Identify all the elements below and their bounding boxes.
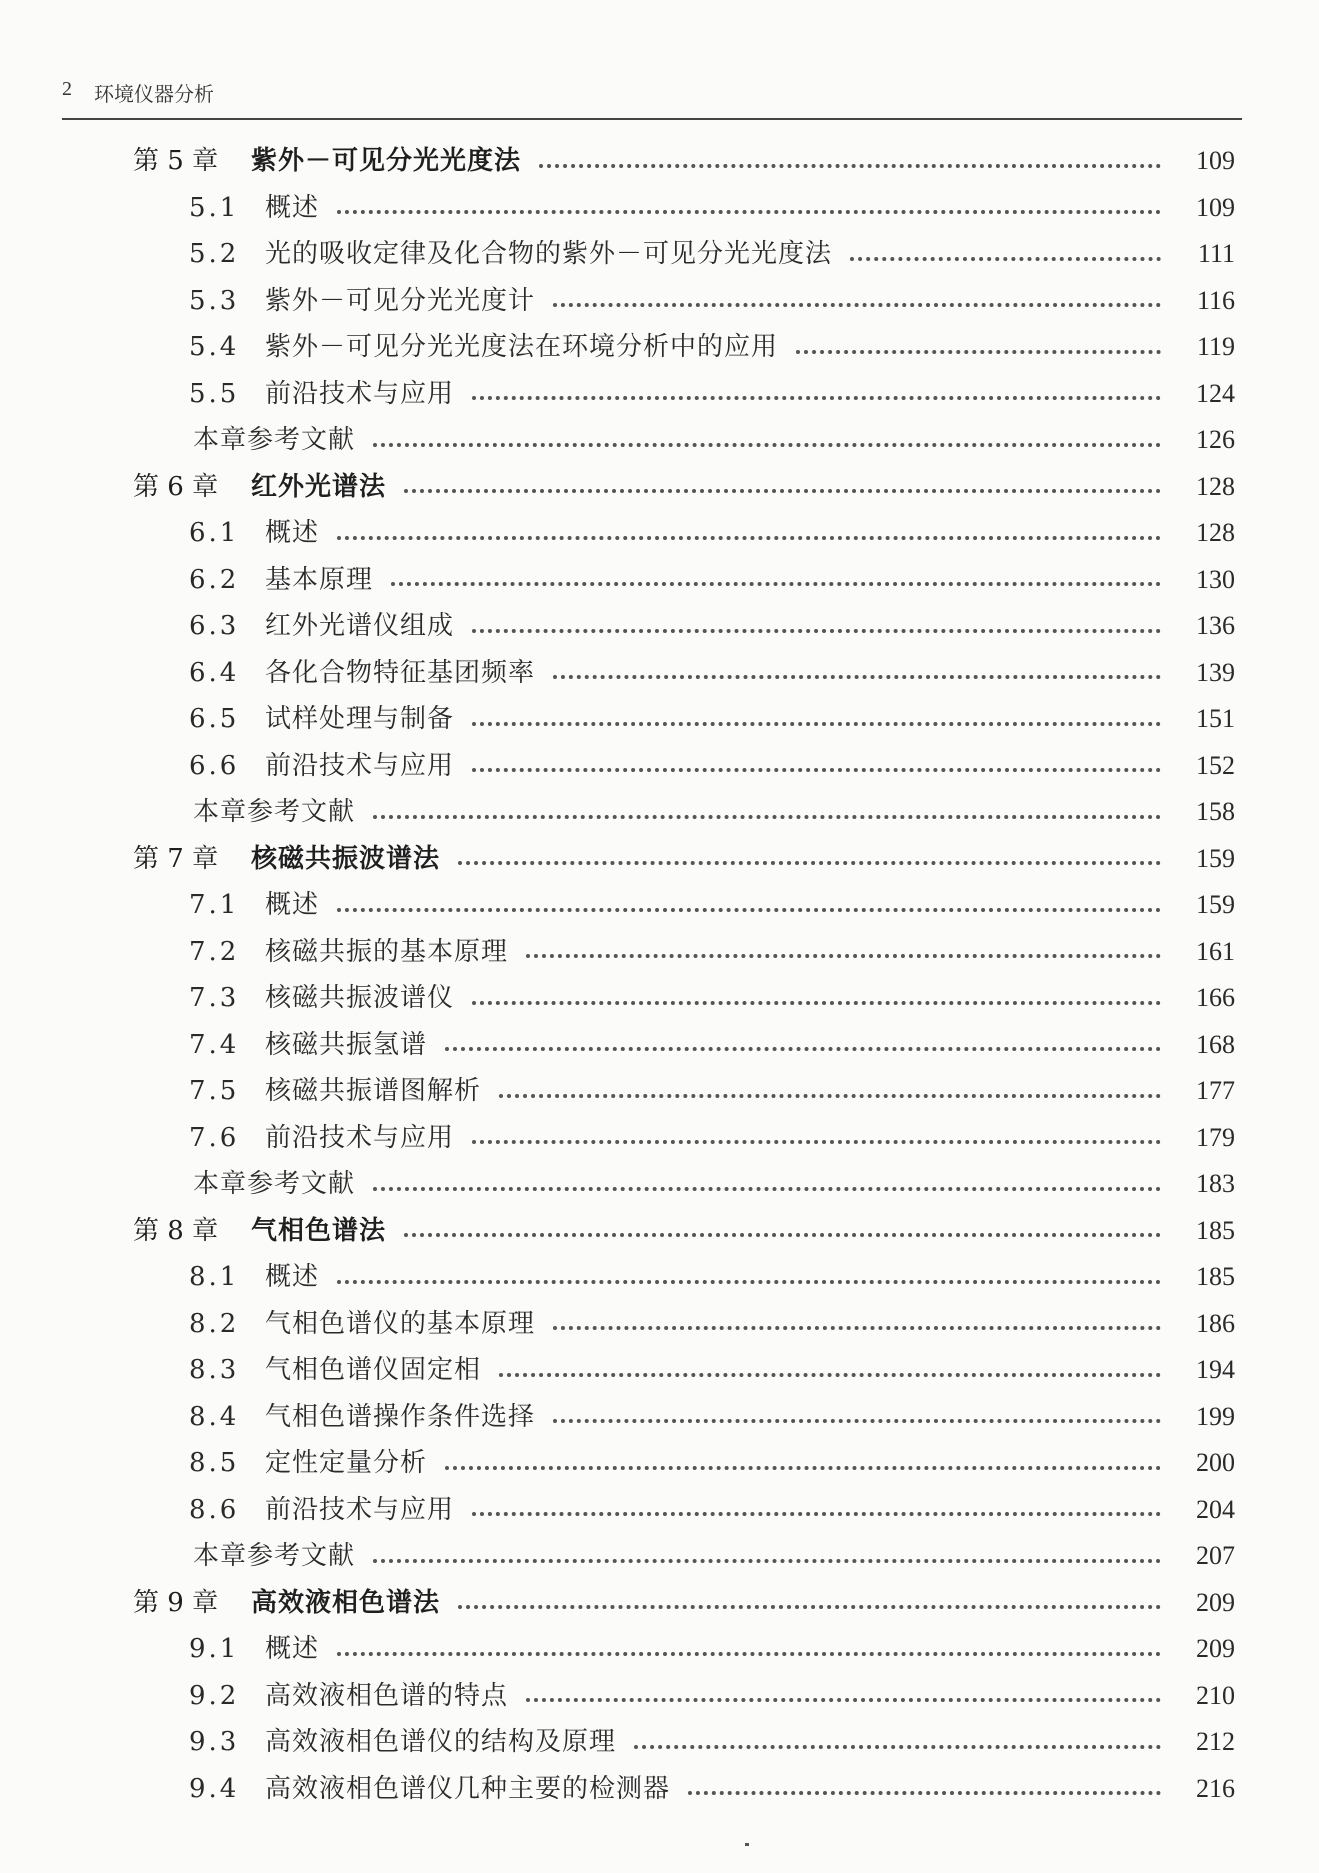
dot-leader	[458, 1604, 1161, 1609]
section-number: 6.6	[189, 750, 240, 781]
section-title: 前沿技术与应用	[265, 378, 455, 409]
chapter-number: 第 9 章	[133, 1587, 219, 1618]
toc-chapter-entry	[0, 1580, 1319, 1627]
page-reference: 128	[1196, 471, 1235, 501]
dot-leader	[337, 1279, 1161, 1284]
section-number: 8.2	[189, 1308, 240, 1339]
section-number: 6.5	[189, 704, 240, 735]
page-reference: 204	[1196, 1494, 1235, 1524]
toc-section-entry	[0, 185, 1319, 232]
section-title: 气相色谱操作条件选择	[265, 1401, 536, 1432]
section-title: 高效液相色谱仪的结构及原理	[265, 1727, 617, 1758]
toc-section-entry	[0, 1719, 1319, 1766]
page-reference: 136	[1196, 611, 1235, 641]
dot-leader	[634, 1744, 1161, 1749]
page-reference: 119	[1196, 332, 1235, 362]
dot-leader	[472, 1511, 1161, 1516]
section-number: 9.2	[189, 1680, 240, 1711]
section-number: 5.5	[189, 378, 240, 409]
page-reference: 210	[1196, 1680, 1235, 1710]
section-title: 紫外－可见分光光度法在环境分析中的应用	[265, 332, 779, 363]
page-reference: 185	[1196, 1215, 1235, 1245]
chapter-title: 红外光谱法	[251, 471, 387, 502]
section-title: 概述	[265, 890, 320, 921]
toc-reference-entry	[0, 1533, 1319, 1580]
section-title: 核磁共振氢谱	[265, 1029, 428, 1060]
page-reference: 159	[1196, 843, 1235, 873]
dot-leader	[337, 1651, 1161, 1656]
dot-leader	[373, 1186, 1161, 1191]
section-number: 6.2	[189, 564, 240, 595]
toc-section-entry	[0, 1487, 1319, 1534]
section-number: 7.3	[189, 983, 240, 1014]
reference-title: 本章参考文献	[193, 1541, 356, 1572]
page-number: 2	[62, 78, 72, 100]
section-number: 5.4	[189, 332, 240, 363]
chapter-title: 核磁共振波谱法	[251, 843, 441, 874]
page-reference: 161	[1196, 936, 1235, 966]
section-number: 9.4	[189, 1773, 240, 1804]
dot-leader	[472, 395, 1161, 400]
page-reference: 185	[1196, 1262, 1235, 1292]
toc-section-entry	[0, 743, 1319, 790]
reference-title: 本章参考文献	[193, 1169, 356, 1200]
section-title: 核磁共振谱图解析	[265, 1076, 482, 1107]
toc-section-entry	[0, 557, 1319, 604]
section-number: 9.1	[189, 1634, 240, 1665]
section-title: 定性定量分析	[265, 1448, 428, 1479]
page-reference: 158	[1196, 797, 1235, 827]
page-reference: 166	[1196, 983, 1235, 1013]
page-reference: 128	[1196, 518, 1235, 548]
dot-leader	[850, 256, 1161, 261]
page-reference: 109	[1196, 146, 1235, 176]
toc-section-entry	[0, 371, 1319, 418]
toc-chapter-entry	[0, 464, 1319, 511]
toc-section-entry	[0, 278, 1319, 325]
page-reference: 199	[1196, 1401, 1235, 1431]
toc-section-entry	[0, 1626, 1319, 1673]
section-number: 6.4	[189, 657, 240, 688]
page-reference: 183	[1196, 1169, 1235, 1199]
toc-section-entry	[0, 929, 1319, 976]
section-number: 7.6	[189, 1122, 240, 1153]
section-number: 5.2	[189, 239, 240, 270]
page-reference: 200	[1196, 1448, 1235, 1478]
toc-section-entry	[0, 1301, 1319, 1348]
section-title: 前沿技术与应用	[265, 1122, 455, 1153]
section-number: 7.4	[189, 1029, 240, 1060]
toc-section-entry	[0, 882, 1319, 929]
chapter-title: 气相色谱法	[251, 1215, 387, 1246]
dot-leader	[553, 1325, 1161, 1330]
page-reference: 124	[1196, 378, 1235, 408]
dot-leader	[445, 1046, 1161, 1051]
dot-leader	[373, 442, 1161, 447]
section-number: 8.1	[189, 1262, 240, 1293]
toc-section-entry	[0, 1254, 1319, 1301]
section-number: 8.5	[189, 1448, 240, 1479]
toc-section-entry	[0, 1347, 1319, 1394]
section-title: 概述	[265, 518, 320, 549]
dot-leader	[391, 581, 1161, 586]
dot-leader	[472, 721, 1161, 726]
toc-section-entry	[0, 1115, 1319, 1162]
toc-reference-entry	[0, 1161, 1319, 1208]
section-title: 核磁共振波谱仪	[265, 983, 455, 1014]
dot-leader	[404, 488, 1161, 493]
section-title: 紫外－可见分光光度计	[265, 285, 536, 316]
dot-leader	[337, 535, 1161, 540]
page-reference: 159	[1196, 890, 1235, 920]
toc-chapter-entry	[0, 836, 1319, 883]
section-title: 光的吸收定律及化合物的紫外－可见分光光度法	[265, 239, 833, 270]
toc-section-entry	[0, 650, 1319, 697]
page-reference: 207	[1196, 1541, 1235, 1571]
chapter-number: 第 8 章	[133, 1215, 219, 1246]
toc-section-entry	[0, 1022, 1319, 1069]
dot-leader	[337, 907, 1161, 912]
section-title: 前沿技术与应用	[265, 1494, 455, 1525]
chapter-title: 高效液相色谱法	[251, 1587, 441, 1618]
dot-leader	[373, 814, 1161, 819]
page-reference: 179	[1196, 1122, 1235, 1152]
chapter-title: 紫外－可见分光光度法	[251, 146, 522, 177]
section-number: 9.3	[189, 1727, 240, 1758]
dot-leader	[553, 1418, 1161, 1423]
dot-leader	[553, 302, 1161, 307]
page-reference: 168	[1196, 1029, 1235, 1059]
section-title: 前沿技术与应用	[265, 750, 455, 781]
page-reference: 139	[1196, 657, 1235, 687]
dot-leader	[458, 860, 1161, 865]
dot-leader	[404, 1232, 1161, 1237]
toc-reference-entry	[0, 789, 1319, 836]
page-reference: 111	[1197, 239, 1235, 269]
page-reference: 177	[1196, 1076, 1235, 1106]
dot-leader	[499, 1093, 1161, 1098]
page-reference: 130	[1196, 564, 1235, 594]
toc-section-entry	[0, 696, 1319, 743]
dot-leader	[526, 1697, 1161, 1702]
section-number: 7.2	[189, 936, 240, 967]
scan-speck	[745, 1843, 749, 1846]
chapter-number: 第 6 章	[133, 471, 219, 502]
page-reference: 209	[1196, 1587, 1235, 1617]
page-reference: 152	[1196, 750, 1235, 780]
section-title: 基本原理	[265, 564, 374, 595]
section-title: 高效液相色谱的特点	[265, 1680, 509, 1711]
section-number: 5.3	[189, 285, 240, 316]
page-reference: 212	[1196, 1727, 1235, 1757]
toc-section-entry	[0, 975, 1319, 1022]
dot-leader	[553, 674, 1161, 679]
toc-section-entry	[0, 1394, 1319, 1441]
dot-leader	[472, 1139, 1161, 1144]
page-reference: 186	[1196, 1308, 1235, 1338]
toc-reference-entry	[0, 417, 1319, 464]
page-reference: 209	[1196, 1634, 1235, 1664]
dot-leader	[526, 953, 1161, 958]
dot-leader	[539, 163, 1161, 168]
page-reference: 216	[1196, 1773, 1235, 1803]
section-title: 气相色谱仪的基本原理	[265, 1308, 536, 1339]
running-header	[62, 78, 1242, 120]
section-title: 概述	[265, 1634, 320, 1665]
toc-section-entry	[0, 1673, 1319, 1720]
toc-chapter-entry	[0, 138, 1319, 185]
section-title: 概述	[265, 192, 320, 223]
section-title: 核磁共振的基本原理	[265, 936, 509, 967]
section-title: 红外光谱仪组成	[265, 611, 455, 642]
dot-leader	[445, 1465, 1161, 1470]
toc-section-entry	[0, 603, 1319, 650]
toc-section-entry	[0, 231, 1319, 278]
section-number: 5.1	[189, 192, 240, 223]
section-number: 8.6	[189, 1494, 240, 1525]
dot-leader	[688, 1790, 1161, 1795]
page-reference: 126	[1196, 425, 1235, 455]
toc-section-entry	[0, 1068, 1319, 1115]
toc-section-entry	[0, 510, 1319, 557]
page-reference: 109	[1196, 192, 1235, 222]
page-reference: 116	[1196, 285, 1235, 315]
section-number: 7.5	[189, 1076, 240, 1107]
dot-leader	[499, 1372, 1161, 1377]
toc-section-entry	[0, 324, 1319, 371]
table-of-contents	[0, 138, 1319, 1812]
section-title: 各化合物特征基团频率	[265, 657, 536, 688]
toc-section-entry	[0, 1440, 1319, 1487]
section-title: 试样处理与制备	[265, 704, 455, 735]
dot-leader	[472, 767, 1161, 772]
section-number: 6.3	[189, 611, 240, 642]
page-reference: 151	[1196, 704, 1235, 734]
section-title: 概述	[265, 1262, 320, 1293]
section-number: 8.4	[189, 1401, 240, 1432]
toc-chapter-entry	[0, 1208, 1319, 1255]
dot-leader	[373, 1558, 1161, 1563]
section-title: 气相色谱仪固定相	[265, 1355, 482, 1386]
toc-section-entry	[0, 1766, 1319, 1813]
chapter-number: 第 5 章	[133, 146, 219, 177]
book-title: 环境仪器分析	[94, 82, 214, 106]
dot-leader	[472, 1000, 1161, 1005]
section-number: 7.1	[189, 890, 240, 921]
dot-leader	[337, 209, 1161, 214]
page-reference: 194	[1196, 1355, 1235, 1385]
dot-leader	[796, 349, 1161, 354]
chapter-number: 第 7 章	[133, 843, 219, 874]
dot-leader	[472, 628, 1161, 633]
reference-title: 本章参考文献	[193, 797, 356, 828]
section-number: 8.3	[189, 1355, 240, 1386]
section-title: 高效液相色谱仪几种主要的检测器	[265, 1773, 671, 1804]
section-number: 6.1	[189, 518, 240, 549]
reference-title: 本章参考文献	[193, 425, 356, 456]
